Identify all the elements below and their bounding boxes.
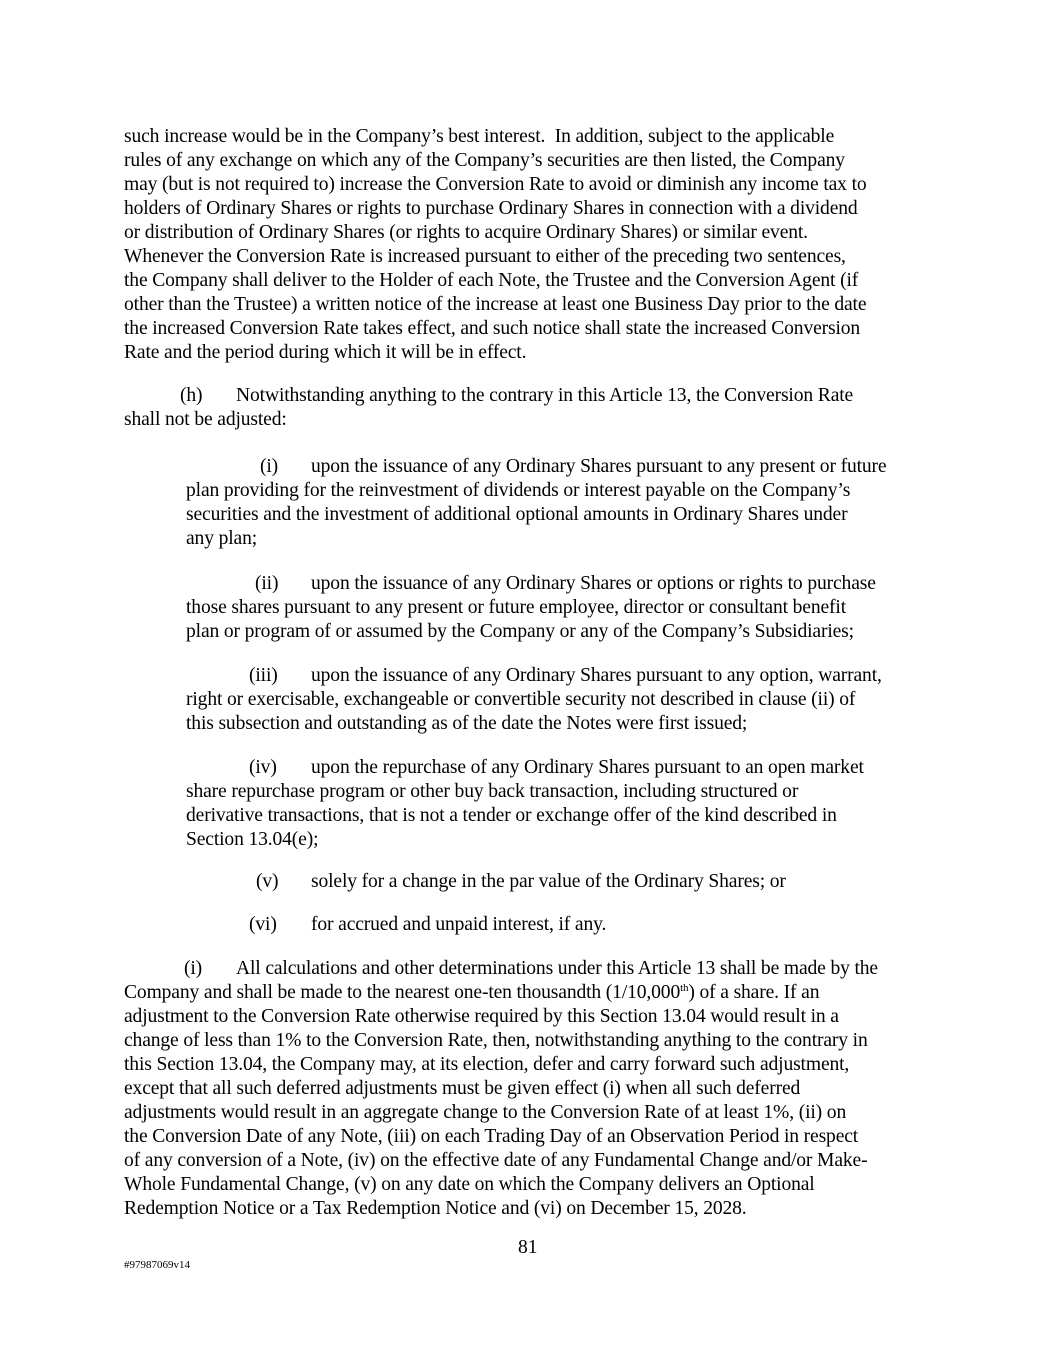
clause-label: (iv) [249, 757, 277, 778]
text-line: solely for a change in the par value of the Ordinary Shares; or [311, 871, 786, 892]
text-line: any plan; [186, 528, 258, 549]
text-line: this subsection and outstanding as of the date the Notes were first issued; [186, 713, 748, 734]
text-line: plan providing for the reinvestment of dividends or interest payable on the Company’s [186, 480, 851, 501]
text-fragment: ) of a share. If an [688, 982, 820, 1003]
text-line: except that all such deferred adjustments must be given effect (i) when all such deferred [124, 1078, 801, 1099]
text-line: other than the Trustee) a written notice of the increase at least one Business Day prior to the date [124, 294, 867, 315]
text-line: adjustments would result in an aggregate change to the Conversion Rate of at least 1%, (ii) on [124, 1102, 847, 1123]
page-number: 81 [518, 1237, 538, 1258]
text-line: this Section 13.04, the Company may, at its election, defer and carry forward such adjustment, [124, 1054, 850, 1075]
document-id: #97987069v14 [124, 1259, 190, 1271]
text-line: those shares pursuant to any present or future employee, director or consultant benefit [186, 597, 846, 618]
clause-label: (v) [256, 871, 279, 892]
clause-label: (iii) [249, 665, 278, 686]
text-line: right or exercisable, exchangeable or convertible security not described in clause (ii) of [186, 689, 856, 710]
section-h-label: (h) [180, 385, 203, 406]
text-line: Section 13.04(e); [186, 829, 319, 850]
text-line: upon the issuance of any Ordinary Shares or options or rights to purchase [311, 573, 876, 594]
text-line: share repurchase program or other buy back transaction, including structured or [186, 781, 799, 802]
text-line: upon the repurchase of any Ordinary Shares pursuant to an open market [311, 757, 864, 778]
clause-label: (vi) [249, 914, 277, 935]
text-line: derivative transactions, that is not a tender or exchange offer of the kind described in [186, 805, 837, 826]
text-line: for accrued and unpaid interest, if any. [311, 914, 607, 935]
text-line: of any conversion of a Note, (iv) on the effective date of any Fundamental Change and/or Make- [124, 1150, 868, 1171]
text-line: the Conversion Date of any Note, (iii) on each Trading Day of an Observation Period in respect [124, 1126, 859, 1147]
text-line: plan or program of or assumed by the Company or any of the Company’s Subsidiaries; [186, 621, 854, 642]
text-line: such increase would be in the Company’s best interest. In addition, subject to the applicable [124, 126, 835, 147]
text-line: change of less than 1% to the Conversion Rate, then, notwithstanding anything to the contrary in [124, 1030, 868, 1051]
text-line: adjustment to the Conversion Rate otherwise required by this Section 13.04 would result in a [124, 1006, 839, 1027]
superscript-ordinal: th [680, 982, 689, 994]
text-line: the Company shall deliver to the Holder of each Note, the Trustee and the Conversion Agent (if [124, 270, 859, 291]
text-line: Notwithstanding anything to the contrary in this Article 13, the Conversion Rate [236, 385, 854, 406]
text-fragment: Company and shall be made to the nearest one-ten thousandth (1/10,000 [124, 982, 681, 1003]
text-line: the increased Conversion Rate takes effect, and such notice shall state the increased Conversion [124, 318, 861, 339]
text-line: may (but is not required to) increase the Conversion Rate to avoid or diminish any income tax to [124, 174, 867, 195]
text-line: Whole Fundamental Change, (v) on any date on which the Company delivers an Optional [124, 1174, 815, 1195]
text-line: All calculations and other determinations under this Article 13 shall be made by the [236, 958, 878, 979]
section-i-label: (i) [184, 958, 203, 979]
text-line: Redemption Notice or a Tax Redemption Notice and (vi) on December 15, 2028. [124, 1198, 747, 1219]
clause-label: (i) [260, 456, 279, 477]
text-line [124, 981, 819, 1005]
text-line: rules of any exchange on which any of the Company’s securities are then listed, the Company [124, 150, 845, 171]
text-line: upon the issuance of any Ordinary Shares pursuant to any option, warrant, [311, 665, 882, 686]
text-line: securities and the investment of additional optional amounts in Ordinary Shares under [186, 504, 848, 525]
text-line: shall not be adjusted: [124, 409, 287, 430]
text-line: or distribution of Ordinary Shares (or rights to acquire Ordinary Shares) or similar event. [124, 222, 808, 243]
text-line: upon the issuance of any Ordinary Shares pursuant to any present or future [311, 456, 887, 477]
clause-label: (ii) [255, 573, 279, 594]
text-line: Rate and the period during which it will be in effect. [124, 342, 527, 363]
text-line: Whenever the Conversion Rate is increased pursuant to either of the preceding two sentences, [124, 246, 846, 267]
text-line: holders of Ordinary Shares or rights to purchase Ordinary Shares in connection with a dividend [124, 198, 858, 219]
